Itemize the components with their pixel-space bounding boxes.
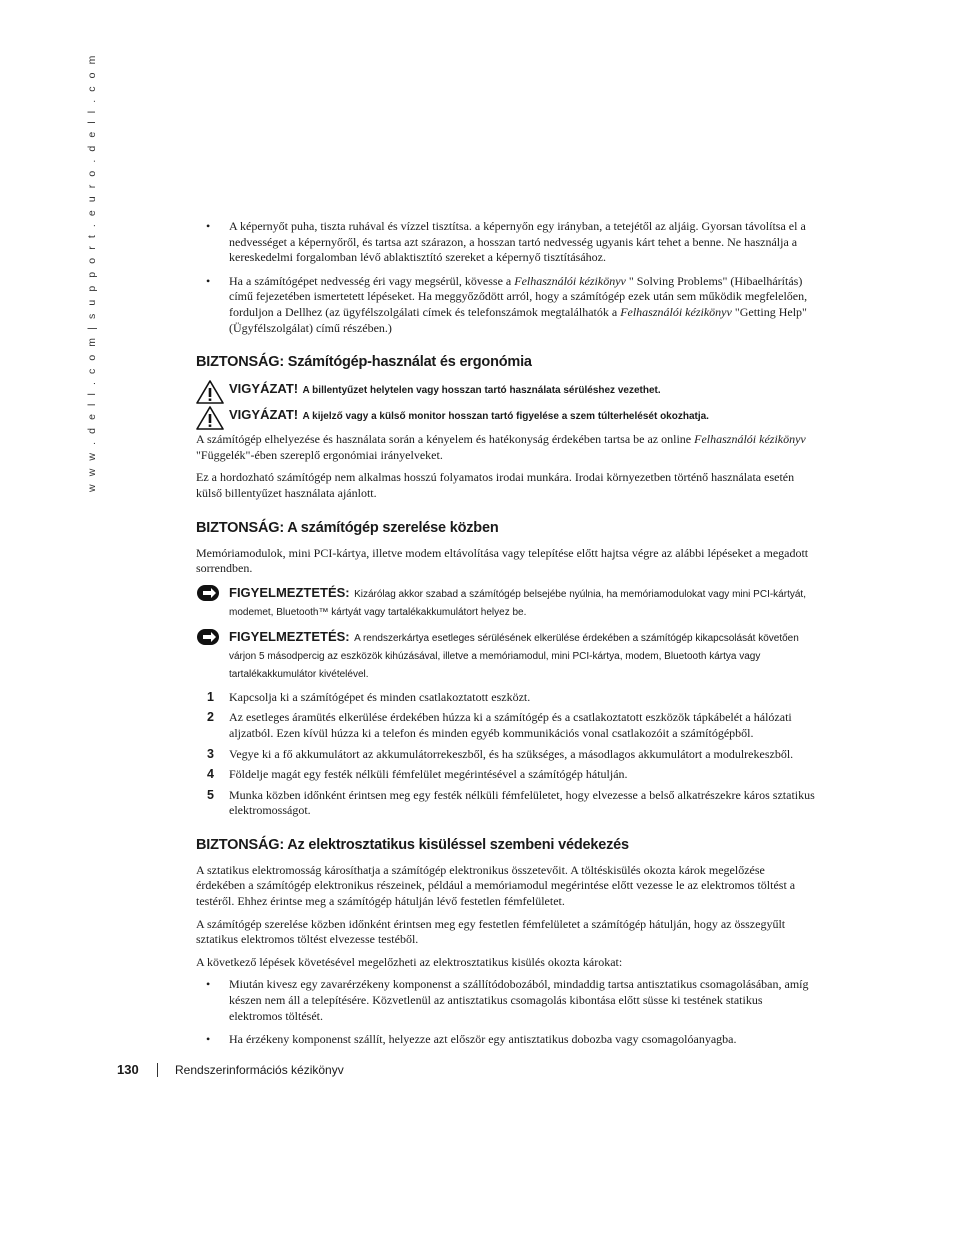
bullet-text: Miután kivesz egy zavarérzékeny komponenst a szállítódobozából, mindaddig tartsa antisztatikus csomagolásában, amíg készen nem áll a telepítésére. Közvetlenül az antisztatikus csomagolás kibontása előtt süsse ki testének statikus elektromos töltését.	[229, 977, 809, 1023]
step-item	[196, 710, 816, 741]
step-text: Földelje magát egy festék nélküli fémfelület megérintésével a számítógép hátulján.	[229, 767, 628, 782]
notice-text: A rendszerkártya esetleges sérülésének elkerülése érdekében a számítógép kikapcsolását követően várjon 5 másodpercig az eszközök kihúzásával, illetve a memóriamodul, mini PCI-kártya, modem, Bluetooth kártya vagy tartalékakkumulátor kivételével.	[229, 632, 799, 680]
step-text: Munka közben időnként érintsen meg egy festék nélküli fémfelületet, hogy elvezesse a belső alkatrészekre káros sztatikus elektromosságot.	[229, 787, 815, 818]
step-item	[196, 690, 816, 706]
notice	[196, 628, 816, 682]
list-item: • Ha érzékeny komponenst szállít, helyezze azt először egy antisztatikus dobozba vagy csomagolóanyagba.	[206, 1032, 737, 1047]
paragraph: Ez a hordozható számítógép nem alkalmas hosszú folyamatos irodai munkára. Irodai környezetben történő használata esetén külső billentyűzet használata ajánlott.	[196, 470, 795, 500]
step-number: 3	[207, 746, 214, 761]
caution-notice	[196, 406, 816, 424]
notice-arrow-icon	[196, 628, 220, 651]
notice-label: FIGYELMEZTETÉS:	[229, 628, 350, 644]
step-number: 2	[207, 710, 214, 725]
step-number: 1	[207, 689, 214, 704]
list-item: • Ha a számítógépet nedvesség éri vagy megsérül, kövesse a Felhasználói kézikönyv " Solving Problems" (Hibaelhárítás) című fejezetében ismertetett lépéseket. Ha meggyőződött arról, hogy a számítógép ezek után sem működik megfelelően, forduljon a Dellhez (az ügyfélszolgálati címek és telefonszámok megtalálhatók a Felhasználói kézikönyv "Getting Help" (Ügyfélszolgálat) című részében.)	[206, 273, 808, 335]
caution-text: A billentyűzet helytelen vagy hosszan tartó használata sérüléshez vezethet.	[302, 385, 661, 397]
page-content	[196, 219, 816, 1056]
list-item: • A képernyőt puha, tiszta ruhával és vízzel tisztítsa. a képernyőn egy irányban, a tetejétől az aljáig. Gyorsan távolítsa el a nedvességet a képernyőről, és tartsa azt szárazon, a hosszan tartó nedvesség ugyanis kárt tehet a benne. Ne használja a kereskedelmi forgalomban lévő ablaktisztító szereket a képernyő tisztításához.	[206, 219, 806, 265]
text-run: A képernyőt puha, tiszta ruhával és vízzel tisztítsa. a képernyőn egy irányban, a tetejétől az aljáig. Gyorsan távolítsa el a nedvességet a képernyőről, és tartsa azt szárazon, a hosszan tartó nedvesség ugyanis kárt tehet a benne. Ne használja a kereskedelmi forgalomban lévő ablaktisztító szereket a képernyő tisztításához.	[229, 219, 806, 265]
warning-triangle-icon	[196, 406, 224, 435]
notice-arrow-icon	[196, 584, 220, 607]
notice-label: FIGYELMEZTETÉS:	[229, 584, 350, 600]
italic-text-run: Felhasználói kézikönyv	[620, 304, 732, 319]
section-heading-servicing: BIZTONSÁG: A számítógép szerelése közben	[196, 519, 499, 536]
side-url: w w w . d e l l . c o m | s u p p o r t . e u r o . d e l l . c o m	[86, 53, 98, 492]
page-number: 130	[117, 1062, 139, 1077]
text-run: "Függelék"-ében szereplő ergonómiai irányelveket.	[196, 447, 443, 462]
text-run: Ha a számítógépet nedvesség éri vagy megsérül, kövesse a	[229, 273, 515, 288]
caution-notice	[196, 380, 816, 398]
caution-label: VIGYÁZAT!	[229, 407, 299, 423]
step-number: 4	[207, 767, 214, 782]
paragraph: Memóriamodulok, mini PCI-kártya, illetve modem eltávolítása vagy telepítése előtt hajtsa végre az alábbi lépéseket a megadott sorrendben.	[196, 545, 809, 576]
top-bullet-list	[196, 219, 816, 336]
bullet-text	[229, 274, 807, 335]
bullet-text	[229, 219, 806, 264]
notice	[196, 584, 816, 620]
section-heading-esd: BIZTONSÁG: Az elektrosztatikus kisüléssel szembeni védekezés	[196, 836, 629, 853]
step-item	[196, 767, 816, 783]
italic-text-run: Felhasználói kézikönyv	[694, 432, 806, 447]
step-text: Vegye ki a fő akkumulátort az akkumulátorrekeszből, és ha szükséges, a másodlagos akkumulátort a modulrekeszből.	[229, 746, 794, 761]
notice-text: Kizárólag akkor szabad a számítógép belsejébe nyúlnia, ha memóriamodulokat vagy mini PCI-kártyát, modemet, Bluetooth™ kártyát vagy tartalékakkumulátort helyez be.	[229, 588, 806, 618]
italic-text-run: Felhasználói kézikönyv	[514, 273, 626, 288]
footer-divider	[157, 1063, 158, 1077]
esd-bullet-list	[196, 977, 816, 1047]
paragraph: A következő lépések követésével megelőzheti az elektrosztatikus kisülés okozta károkat:	[196, 954, 623, 969]
step-number: 5	[207, 787, 214, 802]
text-run: " Solving Problems" (Hibaelhárítás) című fejezetében ismertetett lépéseket. Ha meggyőződött arról, hogy a számítógép ezek után sem működik megfelelően, forduljon a Dellhez (az ügyfélszolgálati címek és telefonszámok megtalálhatók a	[229, 273, 808, 319]
step-text: Kapcsolja ki a számítógépet és minden csatlakoztatott eszközt.	[229, 689, 531, 704]
bullet-text: Ha érzékeny komponenst szállít, helyezze azt először egy antisztatikus dobozba vagy csomagolóanyagba.	[229, 1032, 737, 1047]
paragraph	[196, 432, 816, 463]
list-item: • Miután kivesz egy zavarérzékeny komponenst a szállítódobozából, mindaddig tartsa antisztatikus csomagolásában, amíg készen nem áll a telepítésére. Közvetlenül az antisztatikus csomagolás kibontása előtt süsse ki testének statikus elektromos töltését.	[206, 977, 809, 1023]
step-item	[196, 788, 816, 819]
text-run: "Getting Help" (Ügyfélszolgálat) című részében.)	[229, 304, 807, 335]
caution-text: A kijelző vagy a külső monitor hosszan tartó figyelése a szem túlterhelését okozhatja.	[302, 411, 709, 423]
step-text: Az esetleges áramütés elkerülése érdekében húzza ki a számítógép és a csatlakoztatott eszközök tápkábelét a hálózati aljzatból. Ezen kívül húzza ki a telefon és minden egyéb kommunikációs vonal csatlakozóit a számítógépből.	[229, 710, 792, 740]
caution-label: VIGYÁZAT!	[229, 381, 299, 397]
step-item	[196, 747, 816, 763]
page-footer	[117, 1062, 344, 1077]
text-run: A számítógép elhelyezése és használata során a kényelem és hatékonyság érdekében tartsa be az online	[196, 432, 695, 447]
step-list	[196, 690, 816, 819]
paragraph: A sztatikus elektromosság károsíthatja a számítógép elektronikus összetevőit. A töltéskisülés okozta károk megelőzése érdekében a számítógép elektronikus részeinek, például a memóriamodul megérintése előtt vezesse le az elektromos töltést a testéről. Ehhez érintse meg a számítógép hátulján lévő festetlen fémfelületet.	[196, 862, 796, 909]
footer-title: Rendszerinformációs kézikönyv	[175, 1062, 344, 1077]
paragraph: A számítógép szerelése közben időnként érintsen meg egy festetlen fémfelületet a számítógép hátulján, hogy az összegyűlt sztatikus elektromos töltést elvezesse testéből.	[196, 916, 786, 947]
warning-triangle-icon	[196, 380, 224, 409]
section-heading-ergonomics: BIZTONSÁG: Számítógép-használat és ergonómia	[196, 354, 532, 371]
